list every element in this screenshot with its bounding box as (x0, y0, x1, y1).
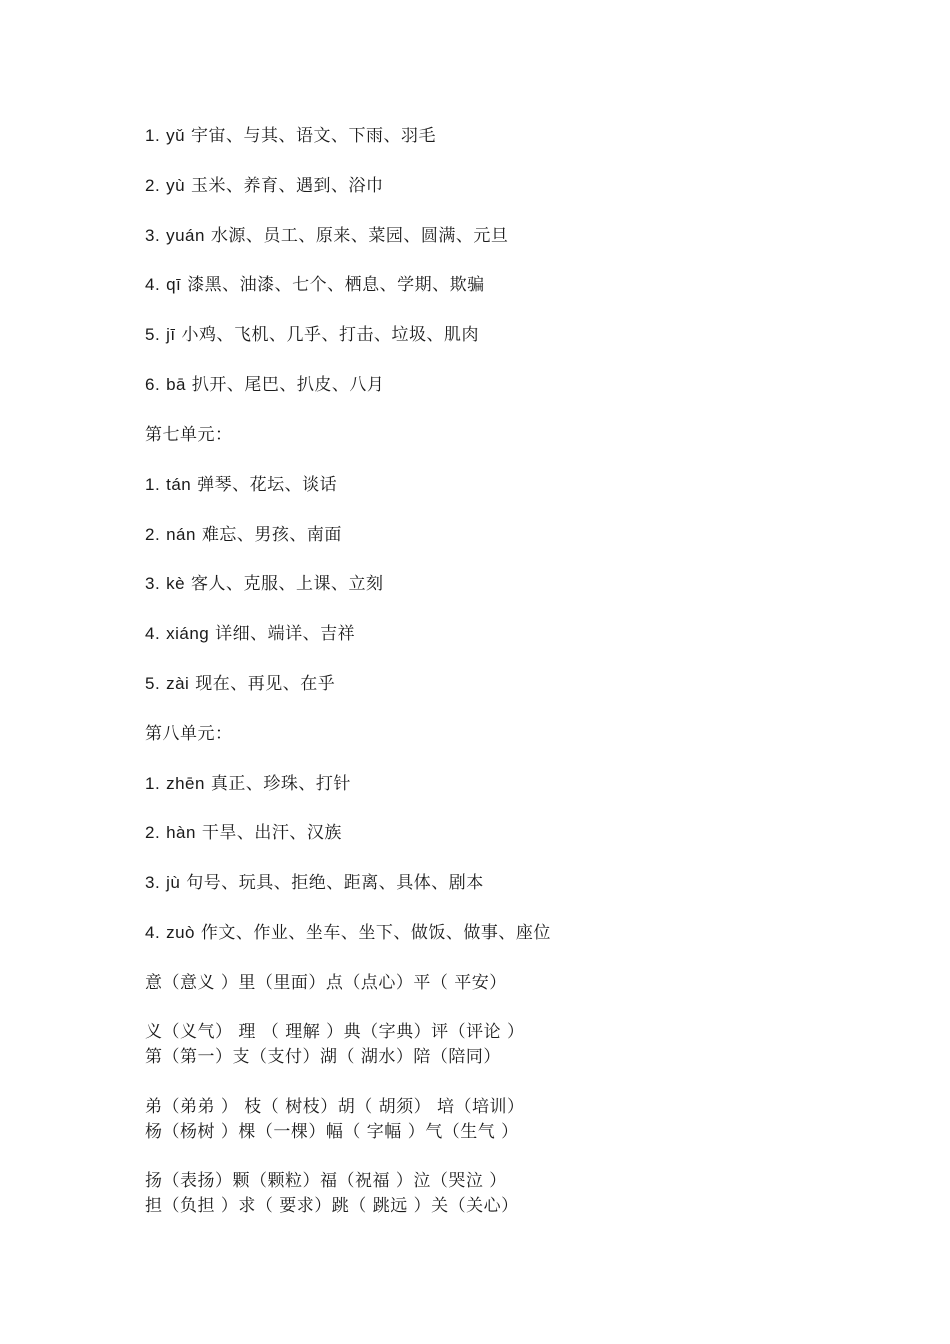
item-number: 2. (145, 176, 161, 195)
item-pinyin: zuò (166, 923, 196, 942)
item-number: 1. (145, 475, 161, 494)
list-item (145, 373, 384, 397)
item-words: 水源、员工、原来、菜园、圆满、元旦 (210, 226, 509, 246)
item-words: 真正、珍珠、打针 (210, 774, 351, 794)
list-item (145, 273, 485, 297)
item-words: 弹琴、花坛、谈话 (197, 475, 338, 495)
item-pinyin: kè (166, 574, 186, 593)
list-item (145, 572, 383, 596)
item-words: 漆黑、油漆、七个、栖息、学期、欺骗 (187, 275, 485, 295)
item-pinyin: yù (166, 176, 186, 195)
item-words: 客人、克服、上课、立刻 (190, 574, 384, 594)
item-pinyin: qī (166, 275, 182, 294)
item-number: 5. (145, 674, 161, 693)
list-item (145, 224, 508, 248)
section-heading: 第八单元： (145, 724, 233, 744)
list-item (145, 622, 355, 646)
section-heading: 第七单元： (145, 425, 233, 445)
item-number: 2. (145, 823, 161, 842)
list-item (145, 772, 351, 796)
item-words: 宇宙、与其、语文、下雨、羽毛 (190, 126, 436, 146)
list-item (145, 871, 484, 895)
item-words: 详细、端详、吉祥 (215, 624, 356, 644)
item-pinyin: xiáng (166, 624, 210, 643)
item-words: 难忘、男孩、南面 (201, 525, 342, 545)
item-words: 扒开、尾巴、扒皮、八月 (191, 375, 385, 395)
item-pinyin: jī (166, 325, 176, 344)
compare-line: 杨（杨树 ）棵（一棵）幅（ 字幅 ）气（生气 ） (145, 1122, 519, 1142)
item-words: 干旱、出汗、汉族 (201, 823, 342, 843)
item-number: 4. (145, 923, 161, 942)
item-words: 玉米、养育、遇到、浴巾 (190, 176, 384, 196)
item-number: 3. (145, 574, 161, 593)
item-words: 作文、作业、坐车、坐下、做饭、做事、座位 (200, 923, 551, 943)
list-item (145, 174, 383, 198)
item-number: 3. (145, 873, 161, 892)
item-number: 4. (145, 275, 161, 294)
item-pinyin: hàn (166, 823, 196, 842)
item-pinyin: yǔ (166, 126, 186, 145)
list-item (145, 124, 436, 148)
item-number: 3. (145, 226, 161, 245)
compare-line: 义（义气） 理 （ 理解 ）典（字典）评（评论 ） (145, 1022, 525, 1042)
list-item (145, 523, 342, 547)
compare-line: 第（第一）支（支付）湖（ 湖水）陪（陪同） (145, 1047, 501, 1067)
item-words: 句号、玩具、拒绝、距离、具体、剧本 (186, 873, 484, 893)
item-pinyin: jù (166, 873, 181, 892)
item-pinyin: tán (166, 475, 192, 494)
compare-line: 担（负担 ）求（ 要求）跳（ 跳远 ）关（关心） (145, 1196, 519, 1216)
item-pinyin: yuán (166, 226, 205, 245)
item-pinyin: nán (166, 525, 196, 544)
compare-line: 扬（表扬）颗（颗粒）福（祝福 ）泣（哭泣 ） (145, 1171, 507, 1191)
list-item (145, 323, 479, 347)
item-number: 1. (145, 774, 161, 793)
compare-line: 意（意义 ）里（里面）点（点心）平（ 平安） (145, 973, 507, 993)
list-item (145, 672, 335, 696)
list-item (145, 821, 342, 845)
item-pinyin: bā (166, 375, 187, 394)
compare-line: 弟（弟弟 ） 枝（ 树枝）胡（ 胡须） 培（培训） (145, 1097, 525, 1117)
item-number: 5. (145, 325, 161, 344)
item-number: 4. (145, 624, 161, 643)
item-number: 2. (145, 525, 161, 544)
item-pinyin: zhēn (166, 774, 205, 793)
item-number: 1. (145, 126, 161, 145)
item-number: 6. (145, 375, 161, 394)
list-item (145, 921, 551, 945)
item-words: 小鸡、飞机、几乎、打击、垃圾、肌肉 (181, 325, 479, 345)
item-words: 现在、再见、在乎 (195, 674, 336, 694)
list-item (145, 473, 337, 497)
item-pinyin: zài (166, 674, 190, 693)
